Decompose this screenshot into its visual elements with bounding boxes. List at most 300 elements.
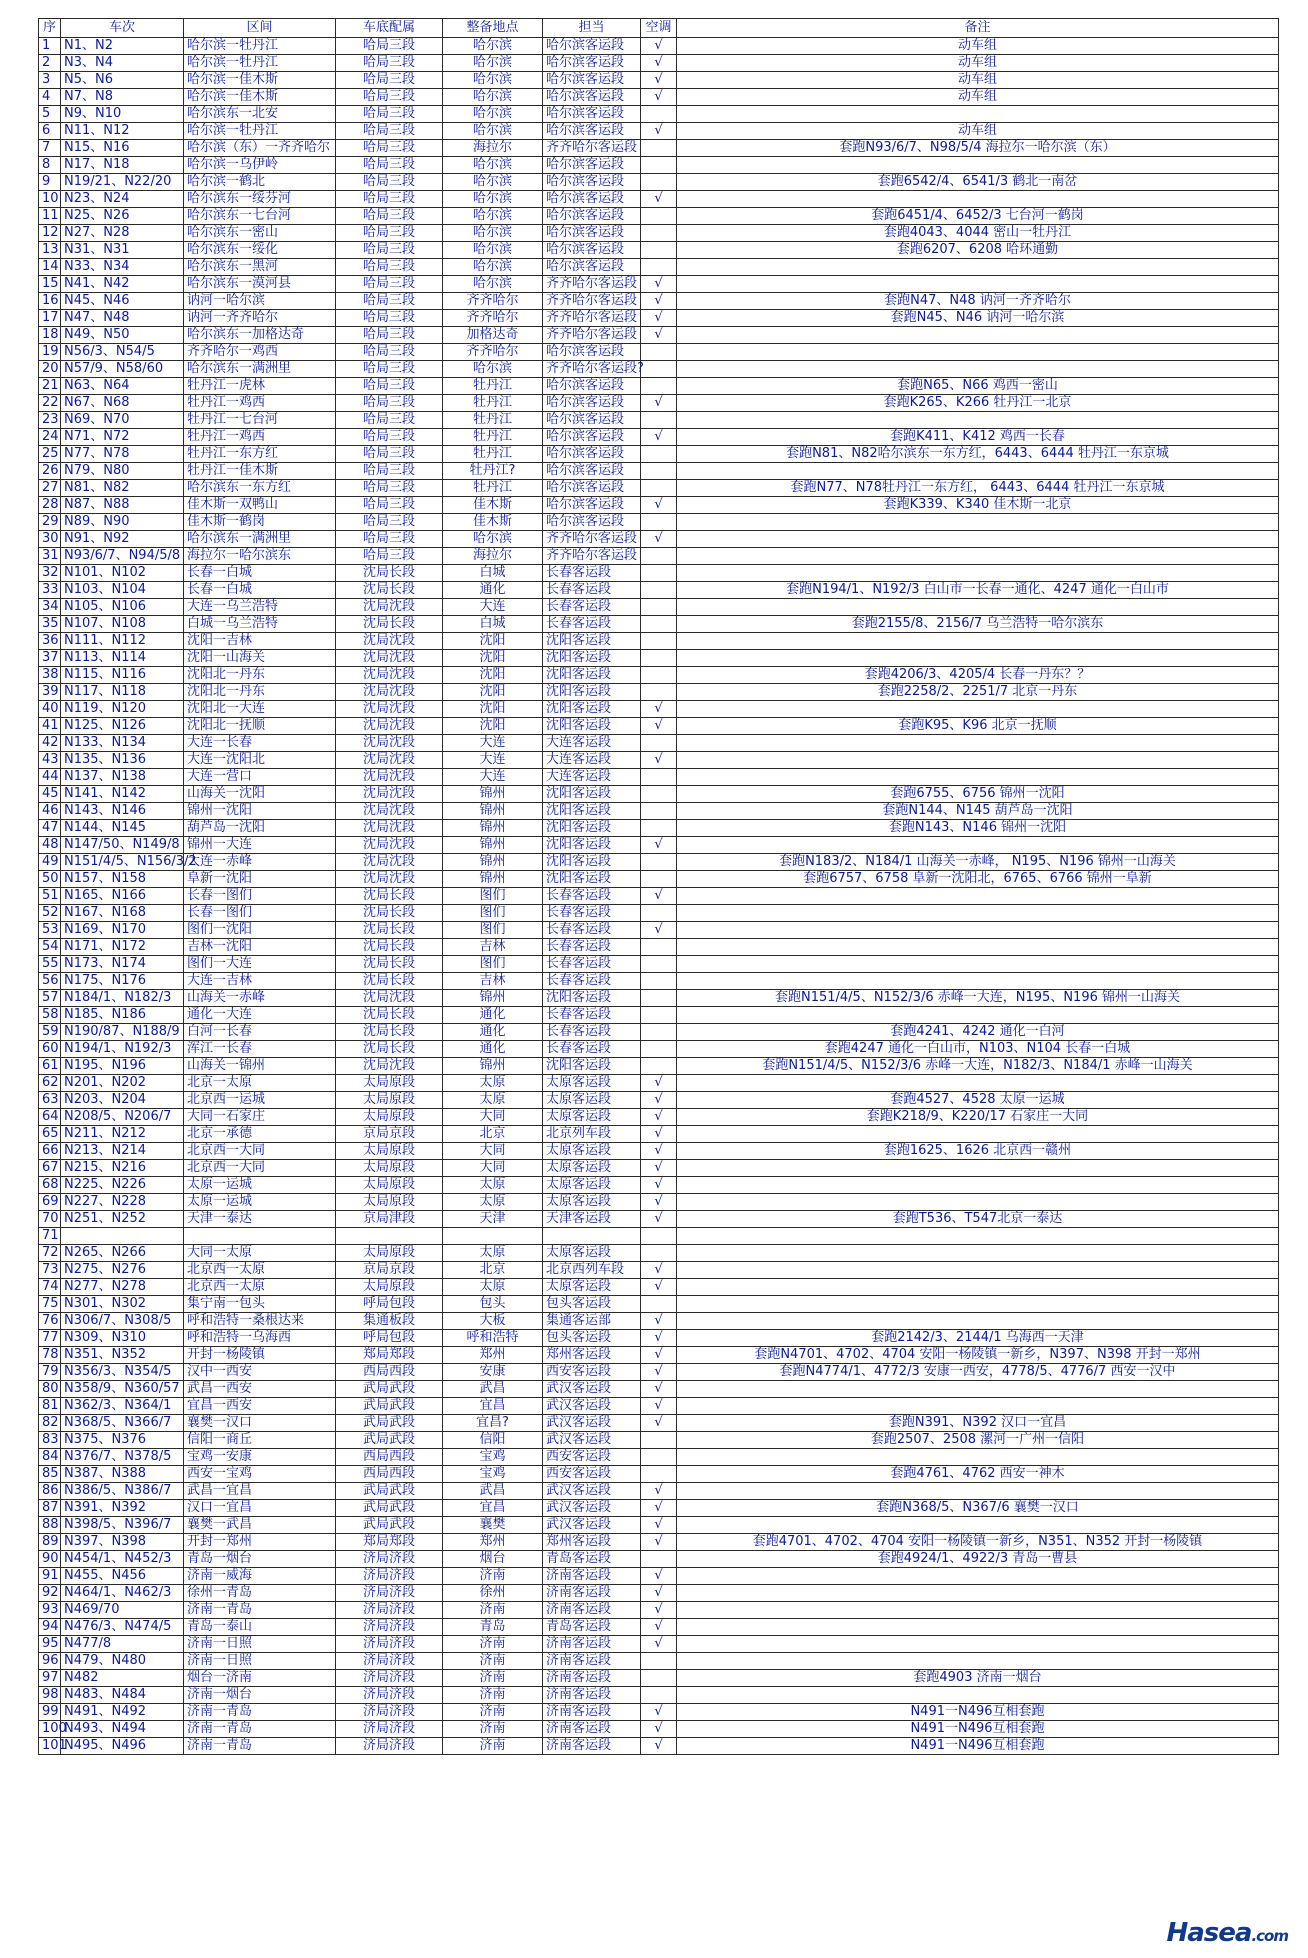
ac-mark bbox=[641, 378, 677, 395]
service-location: 北京 bbox=[443, 1126, 543, 1143]
service-location: 大板 bbox=[443, 1313, 543, 1330]
service-location: 沈阳 bbox=[443, 701, 543, 718]
route: 宜昌一西安 bbox=[184, 1398, 336, 1415]
ac-mark: √ bbox=[641, 1568, 677, 1585]
ac-mark bbox=[641, 973, 677, 990]
route: 哈尔滨一佳木斯 bbox=[184, 89, 336, 106]
ac-mark bbox=[641, 735, 677, 752]
crew: 哈尔滨客运段 bbox=[543, 412, 641, 429]
service-location: 哈尔滨 bbox=[443, 531, 543, 548]
row-index: 75 bbox=[39, 1296, 61, 1313]
ac-mark bbox=[641, 582, 677, 599]
ac-mark bbox=[641, 1228, 677, 1245]
row-index: 53 bbox=[39, 922, 61, 939]
crew: 长春客运段 bbox=[543, 939, 641, 956]
train-number: N356/3、N354/5 bbox=[61, 1364, 184, 1381]
remarks bbox=[677, 1517, 1279, 1534]
table-row bbox=[39, 1228, 1279, 1245]
crew: 沈阳客运段 bbox=[543, 633, 641, 650]
row-index: 62 bbox=[39, 1075, 61, 1092]
route: 哈尔滨东一绥化 bbox=[184, 242, 336, 259]
row-index: 5 bbox=[39, 106, 61, 123]
ac-mark: √ bbox=[641, 1211, 677, 1228]
crew: 哈尔滨客运段 bbox=[543, 497, 641, 514]
remarks bbox=[677, 973, 1279, 990]
crew: 武汉客运段 bbox=[543, 1500, 641, 1517]
train-number bbox=[61, 1228, 184, 1245]
train-number: N469/70 bbox=[61, 1602, 184, 1619]
depot: 济局济段 bbox=[336, 1670, 443, 1687]
table-row bbox=[39, 599, 1279, 616]
remarks bbox=[677, 888, 1279, 905]
row-index: 78 bbox=[39, 1347, 61, 1364]
table-row bbox=[39, 1551, 1279, 1568]
train-number: N225、N226 bbox=[61, 1177, 184, 1194]
crew: 大连客运段 bbox=[543, 752, 641, 769]
service-location: 天津 bbox=[443, 1211, 543, 1228]
service-location: 济南 bbox=[443, 1568, 543, 1585]
remarks bbox=[677, 1602, 1279, 1619]
train-number: N125、N126 bbox=[61, 718, 184, 735]
table-row bbox=[39, 1109, 1279, 1126]
service-location: 牡丹江 bbox=[443, 480, 543, 497]
crew: 济南客运段 bbox=[543, 1670, 641, 1687]
ac-mark: √ bbox=[641, 1126, 677, 1143]
service-location: 济南 bbox=[443, 1670, 543, 1687]
route: 沈阳一山海关 bbox=[184, 650, 336, 667]
route: 沈阳北一抚顺 bbox=[184, 718, 336, 735]
row-index: 56 bbox=[39, 973, 61, 990]
crew: 齐齐哈尔客运段? bbox=[543, 361, 641, 378]
depot: 武局武段 bbox=[336, 1500, 443, 1517]
ac-mark bbox=[641, 140, 677, 157]
ac-mark bbox=[641, 514, 677, 531]
table-row bbox=[39, 1143, 1279, 1160]
train-number: N376/7、N378/5 bbox=[61, 1449, 184, 1466]
row-index: 39 bbox=[39, 684, 61, 701]
header-depot: 车底配属 bbox=[336, 19, 443, 38]
remarks: 套跑N4701、4702、4704 安阳一杨陵镇一新乡，N397、N398 开封一郑州 bbox=[677, 1347, 1279, 1364]
route: 大同一太原 bbox=[184, 1245, 336, 1262]
crew: 哈尔滨客运段 bbox=[543, 38, 641, 55]
route bbox=[184, 1228, 336, 1245]
header-remarks: 备注 bbox=[677, 19, 1279, 38]
train-number: N79、N80 bbox=[61, 463, 184, 480]
service-location bbox=[443, 1228, 543, 1245]
remarks bbox=[677, 1313, 1279, 1330]
row-index: 42 bbox=[39, 735, 61, 752]
remarks: 套跑4247 通化一白山市，N103、N104 长春一白城 bbox=[677, 1041, 1279, 1058]
ac-mark: √ bbox=[641, 922, 677, 939]
remarks bbox=[677, 548, 1279, 565]
ac-mark bbox=[641, 854, 677, 871]
depot: 哈局三段 bbox=[336, 38, 443, 55]
train-number: N173、N174 bbox=[61, 956, 184, 973]
remarks bbox=[677, 701, 1279, 718]
row-index: 17 bbox=[39, 310, 61, 327]
depot: 沈局沈段 bbox=[336, 769, 443, 786]
remarks bbox=[677, 599, 1279, 616]
remarks bbox=[677, 412, 1279, 429]
route: 北京一承德 bbox=[184, 1126, 336, 1143]
service-location: 哈尔滨 bbox=[443, 276, 543, 293]
row-index: 1 bbox=[39, 38, 61, 55]
row-index: 85 bbox=[39, 1466, 61, 1483]
row-index: 82 bbox=[39, 1415, 61, 1432]
ac-mark bbox=[641, 242, 677, 259]
route: 济南一青岛 bbox=[184, 1704, 336, 1721]
service-location: 呼和浩特 bbox=[443, 1330, 543, 1347]
service-location: 哈尔滨 bbox=[443, 72, 543, 89]
table-row bbox=[39, 1670, 1279, 1687]
route: 西安一宝鸡 bbox=[184, 1466, 336, 1483]
table-row bbox=[39, 684, 1279, 701]
depot: 沈局长段 bbox=[336, 905, 443, 922]
crew: 哈尔滨客运段 bbox=[543, 174, 641, 191]
depot: 哈局三段 bbox=[336, 276, 443, 293]
table-row bbox=[39, 123, 1279, 140]
depot: 沈局长段 bbox=[336, 1007, 443, 1024]
crew: 哈尔滨客运段 bbox=[543, 344, 641, 361]
train-number: N117、N118 bbox=[61, 684, 184, 701]
row-index: 8 bbox=[39, 157, 61, 174]
depot: 太局原段 bbox=[336, 1245, 443, 1262]
route: 哈尔滨东一北安 bbox=[184, 106, 336, 123]
row-index: 66 bbox=[39, 1143, 61, 1160]
crew: 武汉客运段 bbox=[543, 1415, 641, 1432]
depot: 沈局长段 bbox=[336, 616, 443, 633]
table-row bbox=[39, 1568, 1279, 1585]
depot: 哈局三段 bbox=[336, 157, 443, 174]
service-location: 牡丹江 bbox=[443, 412, 543, 429]
remarks: 动车组 bbox=[677, 38, 1279, 55]
depot: 沈局长段 bbox=[336, 1024, 443, 1041]
route: 呼和浩特一桑根达来 bbox=[184, 1313, 336, 1330]
crew: 哈尔滨客运段 bbox=[543, 106, 641, 123]
depot: 沈局长段 bbox=[336, 1041, 443, 1058]
ac-mark: √ bbox=[641, 1738, 677, 1755]
depot: 西局西段 bbox=[336, 1364, 443, 1381]
depot: 太局原段 bbox=[336, 1160, 443, 1177]
table-row bbox=[39, 38, 1279, 55]
train-number: N455、N456 bbox=[61, 1568, 184, 1585]
train-number: N309、N310 bbox=[61, 1330, 184, 1347]
train-number: N190/87、N188/9 bbox=[61, 1024, 184, 1041]
ac-mark bbox=[641, 1653, 677, 1670]
table-row bbox=[39, 480, 1279, 497]
depot: 哈局三段 bbox=[336, 429, 443, 446]
depot: 沈局沈段 bbox=[336, 718, 443, 735]
route: 济南一青岛 bbox=[184, 1738, 336, 1755]
crew: 哈尔滨客运段 bbox=[543, 395, 641, 412]
route: 长春一白城 bbox=[184, 582, 336, 599]
table-row bbox=[39, 1313, 1279, 1330]
crew: 青岛客运段 bbox=[543, 1551, 641, 1568]
depot: 太局原段 bbox=[336, 1143, 443, 1160]
route: 牡丹江一东方红 bbox=[184, 446, 336, 463]
service-location: 安康 bbox=[443, 1364, 543, 1381]
service-location: 济南 bbox=[443, 1721, 543, 1738]
row-index: 21 bbox=[39, 378, 61, 395]
row-index: 20 bbox=[39, 361, 61, 378]
remarks: 套跑N368/5、N367/6 襄樊一汉口 bbox=[677, 1500, 1279, 1517]
crew: 哈尔滨客运段 bbox=[543, 378, 641, 395]
table-row bbox=[39, 1296, 1279, 1313]
ac-mark: √ bbox=[641, 837, 677, 854]
row-index: 68 bbox=[39, 1177, 61, 1194]
remarks: 动车组 bbox=[677, 89, 1279, 106]
service-location: 图们 bbox=[443, 956, 543, 973]
remarks bbox=[677, 1653, 1279, 1670]
route: 北京一太原 bbox=[184, 1075, 336, 1092]
train-number: N5、N6 bbox=[61, 72, 184, 89]
row-index: 6 bbox=[39, 123, 61, 140]
row-index: 27 bbox=[39, 480, 61, 497]
route: 葫芦岛一沈阳 bbox=[184, 820, 336, 837]
table-row bbox=[39, 752, 1279, 769]
route: 长春一图们 bbox=[184, 905, 336, 922]
header-crew: 担当 bbox=[543, 19, 641, 38]
service-location: 白城 bbox=[443, 616, 543, 633]
table-row bbox=[39, 1126, 1279, 1143]
train-number: N157、N158 bbox=[61, 871, 184, 888]
ac-mark bbox=[641, 990, 677, 1007]
row-index: 89 bbox=[39, 1534, 61, 1551]
remarks bbox=[677, 565, 1279, 582]
crew: 太原客运段 bbox=[543, 1092, 641, 1109]
service-location: 哈尔滨 bbox=[443, 191, 543, 208]
table-row bbox=[39, 1415, 1279, 1432]
row-index: 98 bbox=[39, 1687, 61, 1704]
crew: 太原客运段 bbox=[543, 1143, 641, 1160]
remarks bbox=[677, 1585, 1279, 1602]
row-index: 61 bbox=[39, 1058, 61, 1075]
service-location: 吉林 bbox=[443, 973, 543, 990]
crew: 太原客运段 bbox=[543, 1109, 641, 1126]
table-row bbox=[39, 327, 1279, 344]
ac-mark bbox=[641, 956, 677, 973]
ac-mark: √ bbox=[641, 1313, 677, 1330]
ac-mark: √ bbox=[641, 310, 677, 327]
train-number: N301、N302 bbox=[61, 1296, 184, 1313]
crew: 长春客运段 bbox=[543, 956, 641, 973]
train-number: N215、N216 bbox=[61, 1160, 184, 1177]
depot: 哈局三段 bbox=[336, 310, 443, 327]
table-row bbox=[39, 616, 1279, 633]
service-location: 沈阳 bbox=[443, 684, 543, 701]
depot: 济局济段 bbox=[336, 1738, 443, 1755]
remarks bbox=[677, 327, 1279, 344]
service-location: 哈尔滨 bbox=[443, 225, 543, 242]
remarks: 套跑6207、6208 哈环通勤 bbox=[677, 242, 1279, 259]
ac-mark bbox=[641, 769, 677, 786]
remarks bbox=[677, 361, 1279, 378]
depot: 哈局三段 bbox=[336, 55, 443, 72]
train-number: N227、N228 bbox=[61, 1194, 184, 1211]
route: 襄樊一汉口 bbox=[184, 1415, 336, 1432]
ac-mark bbox=[641, 548, 677, 565]
crew: 武汉客运段 bbox=[543, 1381, 641, 1398]
remarks bbox=[677, 1075, 1279, 1092]
depot: 哈局三段 bbox=[336, 378, 443, 395]
route: 吉林一沈阳 bbox=[184, 939, 336, 956]
route: 哈尔滨东一密山 bbox=[184, 225, 336, 242]
row-index: 77 bbox=[39, 1330, 61, 1347]
crew: 济南客运段 bbox=[543, 1585, 641, 1602]
depot: 济局济段 bbox=[336, 1568, 443, 1585]
row-index: 44 bbox=[39, 769, 61, 786]
crew: 北京西列车段 bbox=[543, 1262, 641, 1279]
route: 烟台一济南 bbox=[184, 1670, 336, 1687]
table-row bbox=[39, 1534, 1279, 1551]
remarks: 套跑N151/4/5、N152/3/6 赤峰一大连，N182/3、N184/1 赤峰一山海关 bbox=[677, 1058, 1279, 1075]
depot: 哈局三段 bbox=[336, 106, 443, 123]
train-number: N111、N112 bbox=[61, 633, 184, 650]
table-row bbox=[39, 1738, 1279, 1755]
ac-mark: √ bbox=[641, 1483, 677, 1500]
train-number: N3、N4 bbox=[61, 55, 184, 72]
table-row bbox=[39, 361, 1279, 378]
row-index: 9 bbox=[39, 174, 61, 191]
remarks: 套跑N81、N82哈尔滨东一东方红，6443、6444 牡丹江一东京城 bbox=[677, 446, 1279, 463]
remarks bbox=[677, 106, 1279, 123]
table-row bbox=[39, 1007, 1279, 1024]
table-row bbox=[39, 1636, 1279, 1653]
depot: 哈局三段 bbox=[336, 497, 443, 514]
row-index: 29 bbox=[39, 514, 61, 531]
service-location: 郑州 bbox=[443, 1347, 543, 1364]
ac-mark: √ bbox=[641, 395, 677, 412]
table-row bbox=[39, 990, 1279, 1007]
ac-mark bbox=[641, 667, 677, 684]
route: 北京西一太原 bbox=[184, 1262, 336, 1279]
ac-mark: √ bbox=[641, 1177, 677, 1194]
service-location: 海拉尔 bbox=[443, 140, 543, 157]
depot: 哈局三段 bbox=[336, 480, 443, 497]
depot: 沈局长段 bbox=[336, 956, 443, 973]
train-number: N175、N176 bbox=[61, 973, 184, 990]
row-index: 25 bbox=[39, 446, 61, 463]
crew: 郑州客运段 bbox=[543, 1347, 641, 1364]
service-location: 牡丹江? bbox=[443, 463, 543, 480]
crew: 济南客运段 bbox=[543, 1602, 641, 1619]
header-ac: 空调 bbox=[641, 19, 677, 38]
train-number: N165、N166 bbox=[61, 888, 184, 905]
ac-mark bbox=[641, 1296, 677, 1313]
train-number: N169、N170 bbox=[61, 922, 184, 939]
depot: 哈局三段 bbox=[336, 208, 443, 225]
train-number: N184/1、N182/3 bbox=[61, 990, 184, 1007]
depot: 太局原段 bbox=[336, 1092, 443, 1109]
crew: 包头客运段 bbox=[543, 1296, 641, 1313]
train-number: N147/50、N149/8 bbox=[61, 837, 184, 854]
service-location: 太原 bbox=[443, 1194, 543, 1211]
route: 大连一赤峰 bbox=[184, 854, 336, 871]
depot: 哈局三段 bbox=[336, 344, 443, 361]
crew: 哈尔滨客运段 bbox=[543, 123, 641, 140]
service-location: 太原 bbox=[443, 1075, 543, 1092]
route: 北京西一大同 bbox=[184, 1143, 336, 1160]
ac-mark bbox=[641, 208, 677, 225]
table-row bbox=[39, 1041, 1279, 1058]
row-index: 87 bbox=[39, 1500, 61, 1517]
route: 济南一威海 bbox=[184, 1568, 336, 1585]
service-location: 太原 bbox=[443, 1177, 543, 1194]
ac-mark: √ bbox=[641, 1534, 677, 1551]
train-number: N47、N48 bbox=[61, 310, 184, 327]
row-index: 101 bbox=[39, 1738, 61, 1755]
table-row bbox=[39, 106, 1279, 123]
service-location: 锦州 bbox=[443, 871, 543, 888]
row-index: 54 bbox=[39, 939, 61, 956]
ac-mark bbox=[641, 684, 677, 701]
ac-mark: √ bbox=[641, 1330, 677, 1347]
route: 北京西一运城 bbox=[184, 1092, 336, 1109]
row-index: 57 bbox=[39, 990, 61, 1007]
train-number: N31、N31 bbox=[61, 242, 184, 259]
crew: 哈尔滨客运段 bbox=[543, 208, 641, 225]
service-location: 哈尔滨 bbox=[443, 242, 543, 259]
depot: 呼局包段 bbox=[336, 1296, 443, 1313]
remarks bbox=[677, 956, 1279, 973]
train-number: N398/5、N396/7 bbox=[61, 1517, 184, 1534]
train-number: N137、N138 bbox=[61, 769, 184, 786]
row-index: 19 bbox=[39, 344, 61, 361]
table-row bbox=[39, 871, 1279, 888]
train-number: N56/3、N54/5 bbox=[61, 344, 184, 361]
service-location: 齐齐哈尔 bbox=[443, 293, 543, 310]
crew: 长春客运段 bbox=[543, 905, 641, 922]
depot: 哈局三段 bbox=[336, 174, 443, 191]
ac-mark bbox=[641, 1551, 677, 1568]
train-number: N105、N106 bbox=[61, 599, 184, 616]
train-number: N482 bbox=[61, 1670, 184, 1687]
service-location: 图们 bbox=[443, 922, 543, 939]
crew: 沈阳客运段 bbox=[543, 837, 641, 854]
train-number: N213、N214 bbox=[61, 1143, 184, 1160]
row-index: 45 bbox=[39, 786, 61, 803]
depot: 哈局三段 bbox=[336, 446, 443, 463]
row-index: 22 bbox=[39, 395, 61, 412]
remarks bbox=[677, 1619, 1279, 1636]
remarks bbox=[677, 939, 1279, 956]
crew: 齐齐哈尔客运段 bbox=[543, 293, 641, 310]
remarks: 套跑4903 济南一烟台 bbox=[677, 1670, 1279, 1687]
ac-mark: √ bbox=[641, 1517, 677, 1534]
train-number: N167、N168 bbox=[61, 905, 184, 922]
ac-mark: √ bbox=[641, 191, 677, 208]
table-row bbox=[39, 803, 1279, 820]
train-number: N69、N70 bbox=[61, 412, 184, 429]
depot: 西局西段 bbox=[336, 1449, 443, 1466]
table-row bbox=[39, 701, 1279, 718]
row-index: 11 bbox=[39, 208, 61, 225]
route: 哈尔滨一牡丹江 bbox=[184, 38, 336, 55]
service-location: 锦州 bbox=[443, 1058, 543, 1075]
crew: 长春客运段 bbox=[543, 888, 641, 905]
depot: 沈局沈段 bbox=[336, 599, 443, 616]
service-location: 沈阳 bbox=[443, 667, 543, 684]
table-row bbox=[39, 1075, 1279, 1092]
service-location: 济南 bbox=[443, 1704, 543, 1721]
table-row bbox=[39, 956, 1279, 973]
table-row bbox=[39, 1500, 1279, 1517]
train-number: N477/8 bbox=[61, 1636, 184, 1653]
train-number: N387、N388 bbox=[61, 1466, 184, 1483]
route: 青岛一烟台 bbox=[184, 1551, 336, 1568]
route: 武昌一西安 bbox=[184, 1381, 336, 1398]
ac-mark bbox=[641, 820, 677, 837]
